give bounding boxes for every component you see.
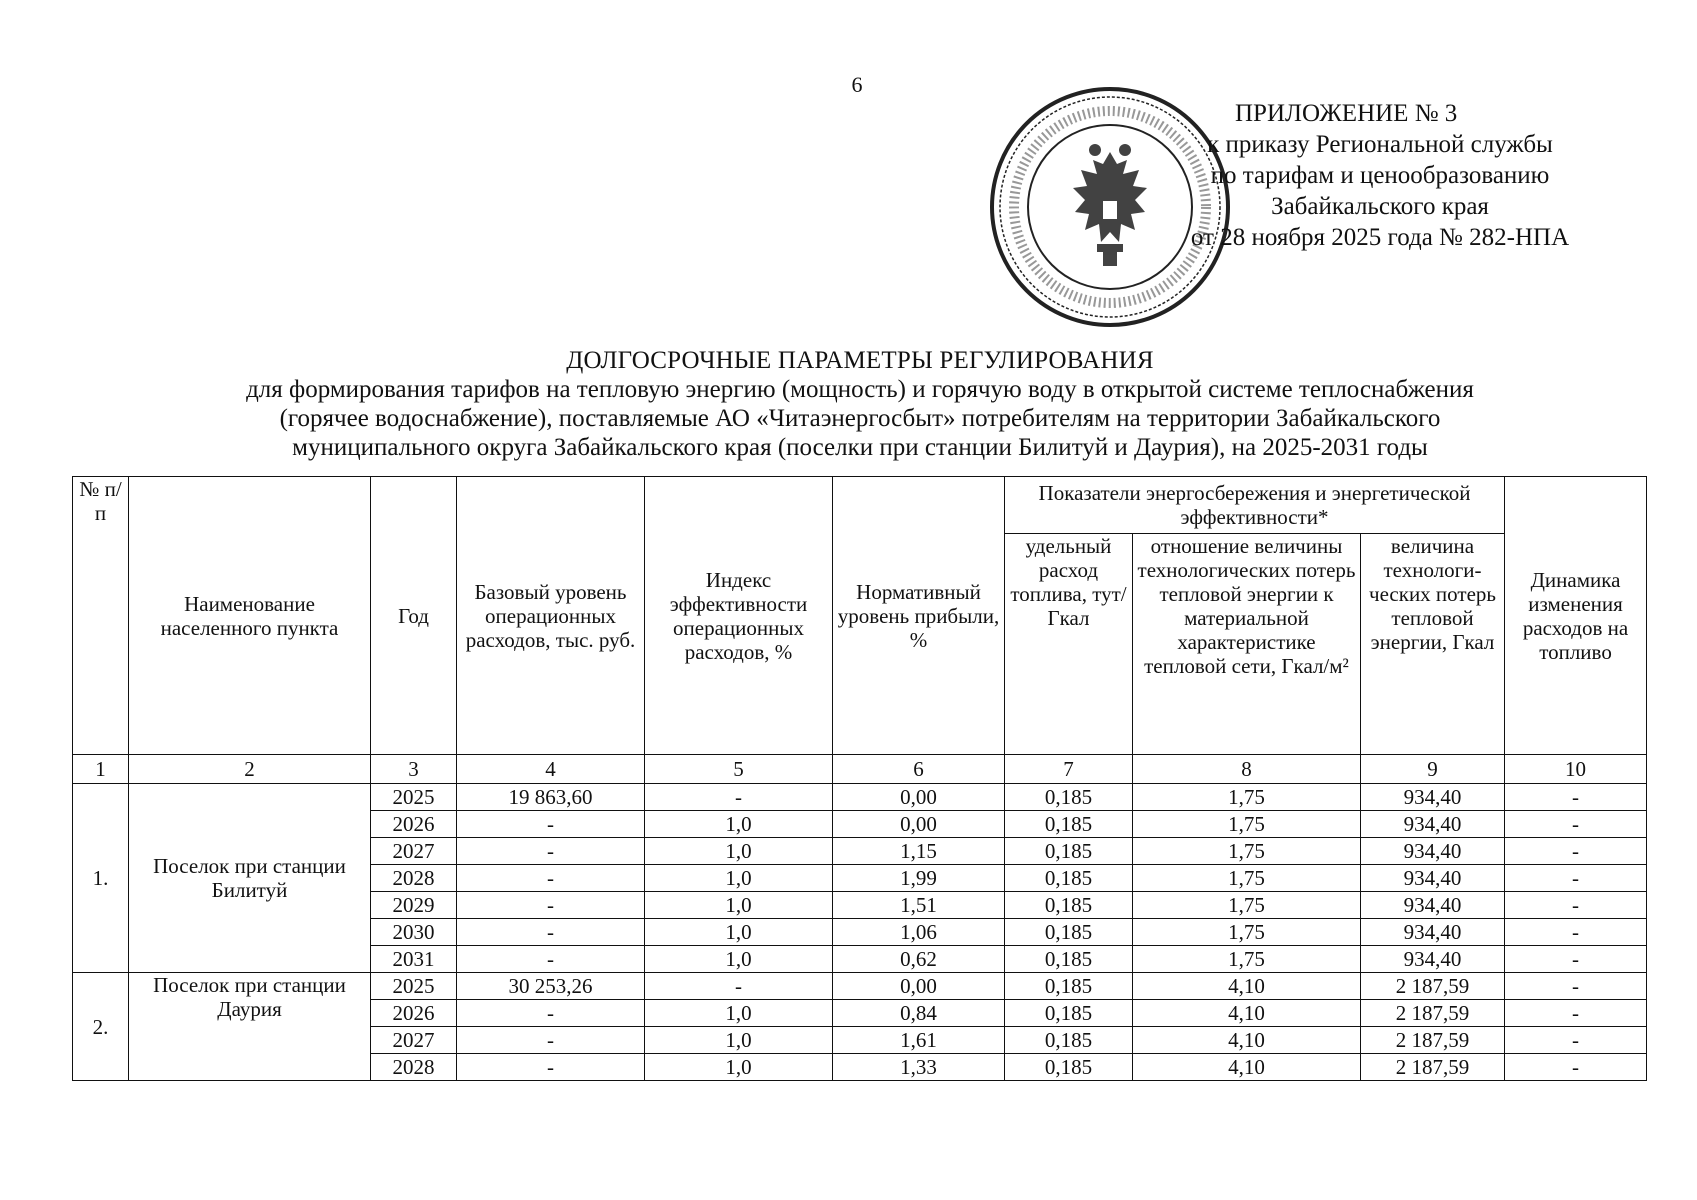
column-number-row [73,755,1647,784]
cell-fuel-dynamics: - [1505,784,1647,811]
column-number: 10 [1505,755,1647,784]
cell-specific-fuel: 0,185 [1005,892,1133,919]
cell-loss-value: 2 187,59 [1361,1027,1505,1054]
cell-efficiency-index: 1,0 [645,1027,833,1054]
cell-base-opex: - [457,865,645,892]
cell-loss-value: 934,40 [1361,946,1505,973]
cell-specific-fuel: 0,185 [1005,1054,1133,1081]
cell-base-opex: - [457,811,645,838]
cell-loss-ratio: 1,75 [1133,892,1361,919]
cell-profit-level: 1,61 [833,1027,1005,1054]
cell-efficiency-index: 1,0 [645,892,833,919]
cell-fuel-dynamics: - [1505,865,1647,892]
cell-fuel-dynamics: - [1505,946,1647,973]
cell-loss-ratio: 1,75 [1133,811,1361,838]
cell-loss-value: 934,40 [1361,784,1505,811]
annex-line: Забайкальского края [1271,193,1489,220]
header-efficiency-index: Индекс эффективности операционных расходов, % [645,477,833,755]
document-title: ДОЛГОСРОЧНЫЕ ПАРАМЕТРЫ РЕГУЛИРОВАНИЯ [566,347,1154,374]
cell-efficiency-index: 1,0 [645,838,833,865]
cell-profit-level: 1,99 [833,865,1005,892]
cell-loss-value: 2 187,59 [1361,973,1505,1000]
cell-loss-ratio: 1,75 [1133,919,1361,946]
cell-profit-level: 1,51 [833,892,1005,919]
cell-specific-fuel: 0,185 [1005,784,1133,811]
cell-fuel-dynamics: - [1505,1027,1647,1054]
cell-profit-level: 1,06 [833,919,1005,946]
cell-year: 2025 [371,784,457,811]
header-base-opex: Базовый уровень операционных расходов, тыс. руб. [457,477,645,755]
cell-loss-ratio: 1,75 [1133,865,1361,892]
cell-fuel-dynamics: - [1505,811,1647,838]
cell-base-opex: - [457,1027,645,1054]
cell-profit-level: 0,84 [833,1000,1005,1027]
column-number: 1 [73,755,129,784]
cell-loss-value: 2 187,59 [1361,1000,1505,1027]
cell-specific-fuel: 0,185 [1005,919,1133,946]
header-specific-fuel: удельный расход топлива, тут/Гкал [1005,534,1133,755]
settlement-name: Поселок при станции Билитуй [129,784,371,973]
annex-line: по тарифам и ценообразованию [1210,162,1550,189]
header-fuel-dynamics: Динамика изменения расходов на топливо [1505,477,1647,755]
cell-specific-fuel: 0,185 [1005,1027,1133,1054]
header-row [73,477,1647,534]
cell-year: 2030 [371,919,457,946]
annex-title: ПРИЛОЖЕНИЕ № 3 [1235,100,1458,127]
cell-base-opex: 19 863,60 [457,784,645,811]
column-number: 2 [129,755,371,784]
header-settlement: Наименование населенного пункта [129,477,371,755]
cell-loss-value: 2 187,59 [1361,1054,1505,1081]
cell-efficiency-index: - [645,784,833,811]
cell-profit-level: 0,00 [833,973,1005,1000]
cell-fuel-dynamics: - [1505,1000,1647,1027]
cell-efficiency-index: 1,0 [645,946,833,973]
document-subtitle-line: (горячее водоснабжение), поставляемые АО «Читаэнергосбыт» потребителям на территории Забайкальского [279,405,1441,432]
row-number: 2. [73,973,129,1081]
cell-fuel-dynamics: - [1505,919,1647,946]
column-number: 3 [371,755,457,784]
cell-year: 2029 [371,892,457,919]
cell-loss-ratio: 1,75 [1133,838,1361,865]
cell-year: 2025 [371,973,457,1000]
cell-profit-level: 0,62 [833,946,1005,973]
settlement-name: Поселок при станции Даурия [129,973,371,1081]
cell-year: 2026 [371,811,457,838]
cell-profit-level: 1,15 [833,838,1005,865]
cell-base-opex: - [457,946,645,973]
cell-base-opex: - [457,838,645,865]
column-number: 6 [833,755,1005,784]
cell-fuel-dynamics: - [1505,892,1647,919]
header-energy-group: Показатели энергосбережения и энергетической эффективности* [1005,477,1505,534]
cell-specific-fuel: 0,185 [1005,865,1133,892]
document-subtitle-line: для формирования тарифов на тепловую энергию (мощность) и горячую воду в открытой системе теплоснабжения [246,376,1474,403]
cell-year: 2026 [371,1000,457,1027]
cell-loss-value: 934,40 [1361,838,1505,865]
cell-base-opex: - [457,1054,645,1081]
cell-efficiency-index: 1,0 [645,919,833,946]
cell-profit-level: 0,00 [833,784,1005,811]
cell-loss-value: 934,40 [1361,865,1505,892]
cell-loss-ratio: 1,75 [1133,784,1361,811]
row-number: 1. [73,784,129,973]
cell-specific-fuel: 0,185 [1005,838,1133,865]
cell-efficiency-index: 1,0 [645,865,833,892]
cell-efficiency-index: 1,0 [645,1000,833,1027]
cell-specific-fuel: 0,185 [1005,973,1133,1000]
cell-fuel-dynamics: - [1505,838,1647,865]
regulation-parameters-table [72,476,1647,1081]
cell-efficiency-index: - [645,973,833,1000]
header-profit-level: Нормативный уровень прибыли, % [833,477,1005,755]
cell-loss-value: 934,40 [1361,919,1505,946]
cell-base-opex: - [457,919,645,946]
cell-base-opex: 30 253,26 [457,973,645,1000]
table-row [73,973,1647,1000]
column-number: 8 [1133,755,1361,784]
cell-specific-fuel: 0,185 [1005,1000,1133,1027]
column-number: 7 [1005,755,1133,784]
cell-efficiency-index: 1,0 [645,1054,833,1081]
cell-year: 2027 [371,1027,457,1054]
cell-loss-ratio: 4,10 [1133,1054,1361,1081]
header-num: № п/п [73,477,129,755]
cell-loss-value: 934,40 [1361,892,1505,919]
document-title-block [80,346,1640,462]
header-loss-ratio: отношение величины технологических потерь тепловой энергии к материальной характеристике тепловой сети, Гкал/м² [1133,534,1361,755]
annex-line: от 28 ноября 2025 года № 282-НПА [1190,224,1570,251]
cell-efficiency-index: 1,0 [645,811,833,838]
cell-loss-ratio: 1,75 [1133,946,1361,973]
cell-fuel-dynamics: - [1505,1054,1647,1081]
cell-loss-value: 934,40 [1361,811,1505,838]
cell-profit-level: 0,00 [833,811,1005,838]
header-loss-value: величина технологи- ческих потерь тепловой энергии, Гкал [1361,534,1505,755]
cell-year: 2031 [371,946,457,973]
cell-profit-level: 1,33 [833,1054,1005,1081]
cell-year: 2028 [371,1054,457,1081]
document-subtitle-line: муниципального округа Забайкальского края (поселки при станции Билитуй и Даурия), на 2025-2031 годы [292,434,1428,461]
cell-fuel-dynamics: - [1505,973,1647,1000]
cell-specific-fuel: 0,185 [1005,946,1133,973]
cell-loss-ratio: 4,10 [1133,973,1361,1000]
cell-base-opex: - [457,892,645,919]
table-body [73,784,1647,1081]
cell-loss-ratio: 4,10 [1133,1027,1361,1054]
column-number: 9 [1361,755,1505,784]
cell-specific-fuel: 0,185 [1005,811,1133,838]
page-number: 6 [851,72,863,97]
column-number: 5 [645,755,833,784]
cell-base-opex: - [457,1000,645,1027]
table-row [73,784,1647,811]
header-year: Год [371,477,457,755]
annex-header [1140,98,1620,253]
column-number: 4 [457,755,645,784]
cell-year: 2027 [371,838,457,865]
cell-loss-ratio: 4,10 [1133,1000,1361,1027]
annex-line: к приказу Региональной службы [1207,131,1553,158]
cell-year: 2028 [371,865,457,892]
